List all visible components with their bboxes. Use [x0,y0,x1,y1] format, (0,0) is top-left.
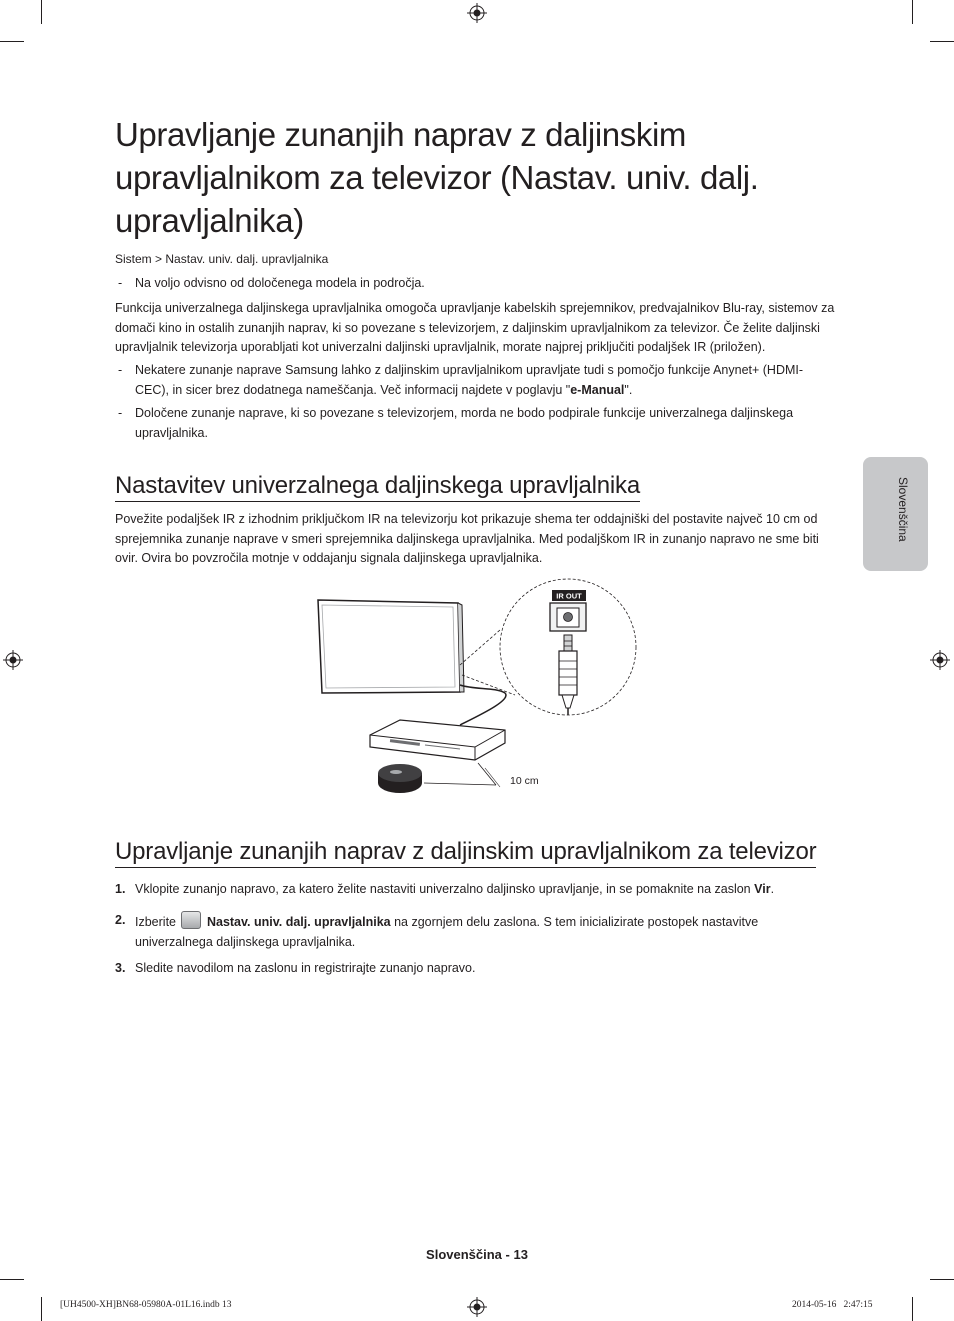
step-1-end: . [770,882,775,896]
setup-paragraph: Povežite podaljšek IR z izhodnim priključkom IR na televizorju kot prikazuje shema ter oddajniški del postavite največ 10 cm od sprejemnika zunanje naprave v smeri sprejemnika daljinskega upravljalnika. Med podaljškom IR in zunanjo napravo ne sme biti ovir. Ovira bo povzročila motnje v oddajanju signala daljinskega upravljalnika. [115,512,819,565]
note-unsupported: - Določene zunanje naprave, ki so povezane s televizorjem, morda ne bodo podpirale funkcije univerzalnega daljinskega upravljalnika. [118,406,794,440]
ir-emitter-illustration [378,764,422,793]
availability-note-text: Na voljo odvisno od določenega modela in področja. [135,276,425,290]
step-2 [115,911,837,952]
language-side-tab [863,457,928,571]
step-3 [115,959,837,979]
crop-mark [0,1279,24,1280]
zoom-connector [460,630,500,665]
breadcrumb-separator: > [155,252,163,266]
universal-remote-app-icon[interactable] [181,911,201,929]
crop-mark [912,0,913,24]
breadcrumb-root: Sistem [115,252,152,266]
section-heading-setup: Nastavitev univerzalnega daljinskega upravljalnika [115,472,640,502]
registration-mark-icon [3,650,23,670]
side-tab-label: Slovenščina [896,477,910,542]
print-footer-date: 2014-05-16 2:47:15 [792,1300,873,1310]
crop-mark [912,1297,913,1321]
tv-illustration [318,600,464,693]
step-number: 3. [115,961,126,975]
distance-label: 10 cm [510,775,539,787]
step-number: 1. [115,882,126,896]
ir-out-zoom-circle [500,579,636,715]
availability-note: - Na voljo odvisno od določenega modela in področja. [118,276,425,290]
ir-out-port-label: IR OUT [556,591,582,601]
step-2-end: na zgornjem delu zaslona. S tem inicializirate postopek nastavitve univerzalnega daljinskega upravljalnika. [135,915,759,949]
section-heading-control: Upravljanje zunanjih naprav z daljinskim upravljalnikom za televizor [115,838,816,868]
universal-remote-setup-link[interactable]: Nastav. univ. dalj. upravljalnika [206,915,391,929]
breadcrumb [115,252,328,266]
set-top-box-illustration [370,720,505,760]
page-number: Slovenščina - 13 [426,1247,528,1262]
print-footer-file: [UH4500-XH]BN68-05980A-01L16.indb 13 [60,1300,232,1310]
note-anynet-end: ". [624,382,633,397]
step-number: 2. [115,913,126,927]
e-manual-link[interactable]: e-Manual [570,382,625,397]
registration-mark-icon [930,650,950,670]
note-anynet: - Nekatere zunanje naprave Samsung lahko z daljinskim upravljalnikom upravljate tudi s pomočjo funkcije Anynet+ (HDMI-CEC), in sicer brez dodatnega nameščanja. Več informacij najdete v poglavju "e-Manual". [118,363,804,397]
page-title: Upravljanje zunanjih naprav z daljinskim upravljalnikom za televizor (Nastav. univ. dalj. upravljalnika) [115,116,759,239]
crop-mark [930,41,954,42]
intro-paragraph: Funkcija univerzalnega daljinskega upravljalnika omogoča upravljanje kabelskih sprejemnikov, predvajalnikov Blu-ray, sistemov za domači kino in ostalih zunanjih naprav, ki so povezane s televizorjem, z daljinskim upravljalnikom za televizor. Če želite daljinski upravljalnik televizorja uporabljati kot univerzalni daljinski upravljalnik, morate najprej priključiti podaljšek IR (priložen). [115,301,835,354]
step-1-text: Vklopite zunanjo napravo, za katero želite nastaviti univerzalno daljinsko upravljanje, in se pomaknite na zaslon [135,882,755,896]
step-1 [115,880,837,900]
crop-mark [41,0,42,24]
crop-mark [930,1279,954,1280]
breadcrumb-item: Nastav. univ. dalj. upravljalnika [165,252,329,266]
step-2-text: Izberite [135,915,176,929]
ir-extender-diagram [300,575,645,805]
distance-indicator [424,763,539,787]
crop-mark [0,41,24,42]
registration-mark-icon [467,3,487,23]
source-screen-link[interactable]: Vir [754,882,771,896]
crop-mark [41,1297,42,1321]
step-3-text: Sledite navodilom na zaslonu in registrirajte zunanjo napravo. [135,961,476,975]
registration-mark-icon [467,1297,487,1317]
note-anynet-text: Nekatere zunanje naprave Samsung lahko z daljinskim upravljalnikom upravljate tudi s pomočjo funkcije Anynet+ (HDMI-CEC), in sicer brez dodatnega nameščanja. Več informacij najdete v poglavju " [135,363,804,397]
note-unsupported-text: Določene zunanje naprave, ki so povezane s televizorjem, morda ne bodo podpirale funkcije univerzalnega daljinskega upravljalnika. [135,406,794,440]
ir-cable [460,685,506,725]
